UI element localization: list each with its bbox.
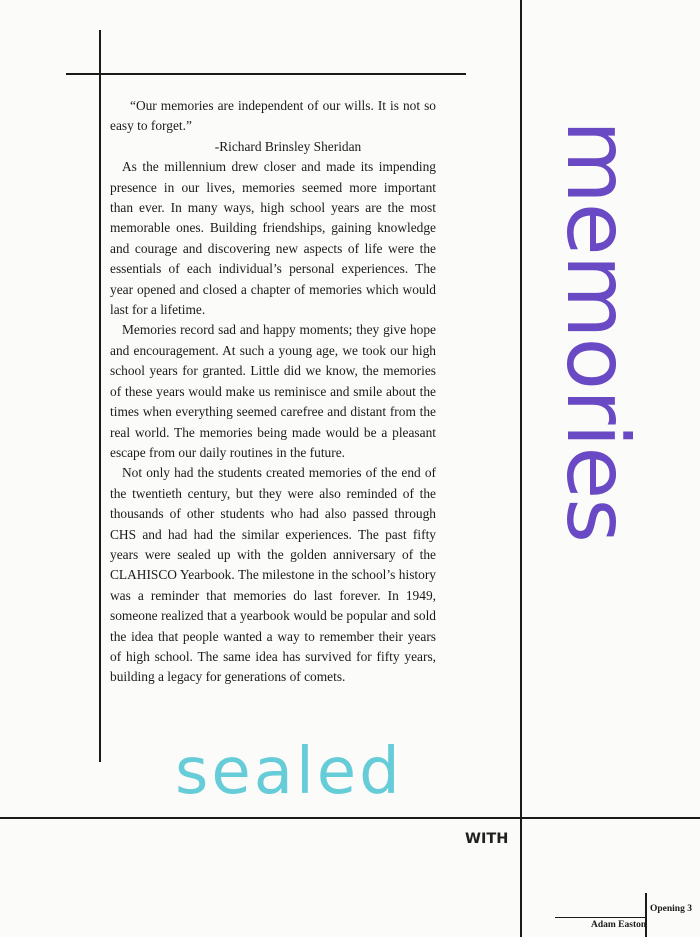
folio-horizontal-rule bbox=[555, 917, 646, 918]
right-vertical-rule bbox=[520, 0, 522, 937]
quote-attribution: -Richard Brinsley Sheridan bbox=[214, 138, 362, 154]
folio-vertical-rule bbox=[645, 893, 647, 937]
bottom-horizontal-rule bbox=[0, 817, 700, 819]
paragraph-1: As the millennium drew closer and made its impending presence in our lives, memories seemed more important than ever. In many ways, high school years are the most memorable ones. Building friendships, gaining knowledge and courage and discovering new aspects of life were the essentials of each individual’s personal experiences. The year opened and closed a chapter of memories which would last for a lifetime. bbox=[110, 159, 436, 318]
folio-page-label: Opening 3 bbox=[650, 904, 692, 914]
left-vertical-rule bbox=[99, 30, 101, 762]
with-title-word: WITH bbox=[465, 831, 509, 847]
folio-author-credit: Adam Easton bbox=[591, 920, 647, 930]
paragraph-3: Not only had the students created memories of the end of the twentieth century, but they were also reminded of the thousands of other students who had also passed through CHS and had had the similar experiences. The past fifty years were sealed up with the golden anniversary of the CLAHISCO Yearbook. The milestone in the school’s history was a reminder that memories do last forever. In 1949, someone realized that a yearbook would be popular and sold the idea that people wanted a way to remember their years of high school. The same idea has survived for fifty years, building a legacy for generations of comets. bbox=[110, 465, 436, 685]
sealed-title-word: sealed bbox=[175, 735, 403, 809]
top-horizontal-rule bbox=[66, 73, 466, 75]
article-body bbox=[110, 96, 436, 688]
opening-quote: “Our memories are independent of our wills. It is not so easy to forget.” bbox=[110, 98, 436, 134]
paragraph-2: Memories record sad and happy moments; they give hope and encouragement. At such a young age, we took our high school years for granted. Little did we know, the memories of these years would make us reminisce and smile about the times when everything seemed carefree and distant from the real world. The memories being made would be a pleasant escape from our daily routines in the future. bbox=[110, 322, 436, 460]
memories-title-word: memories bbox=[547, 120, 647, 543]
